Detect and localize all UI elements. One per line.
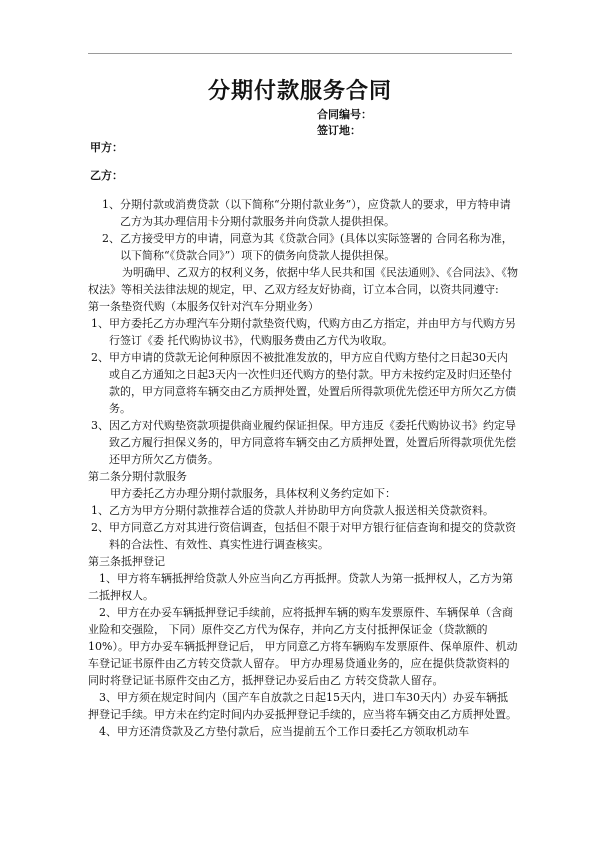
article-2-lead: 甲方委托乙方办理分期付款服务，具体权利义务约定如下： — [110, 487, 396, 500]
article-3-paragraph: 2、甲方在办妥车辆抵押登记手续前，应将抵押车辆的购车发票原件、车辆保单（含商业险和交强险， 下同）原件交乙方代为保存，并向乙方支付抵押保证金（贷款额的10%）。甲方办妥车辆抵押登记后， 甲方同意乙方将车辆购车发票原件、保单原件、机动车登记证书原件由乙方转交贷款人留存。 甲方办理易贷通业务的，应在提供贷款资料的同时将登记证书原件交由乙方，抵押登记办妥后由乙 方转交贷款人留存。 — [88, 606, 518, 687]
article-1-heading: 第一条垫资代购（本服务仅针对汽车分期业务） — [88, 300, 319, 313]
contract-number-label: 合同编号： — [317, 108, 372, 121]
article-1-item — [88, 315, 518, 349]
article-item-text: 甲方申请的贷款无论何种原因不被批准发放的，甲方应自代购方垫付之日起30天内或自乙方通知之日起3天内一次性归还代购方的垫付款。甲方未按约定及时归还垫付款的，甲方同意将车辆交由乙方质押处置，处置后所得款项优先偿还甲方所欠乙方债务。 — [109, 351, 516, 415]
intro-item-number: 1、 — [102, 198, 120, 211]
intro-item — [88, 230, 518, 264]
header-rule — [88, 53, 512, 54]
article-2-heading: 第二条分期付款服务 — [88, 470, 187, 483]
article-item-number: 3、 — [91, 419, 109, 432]
article-2-item — [88, 502, 518, 519]
article-3-paragraph: 4、甲方还清贷款及乙方垫付款后，应当提前五个工作日委托乙方领取机动车 — [99, 725, 469, 738]
sign-place-label: 签订地： — [317, 124, 361, 137]
article-item-number: 1、 — [91, 317, 109, 330]
article-3-paragraph: 3、甲方须在规定时间内（国产车自放款之日起15天内，进口车30天内）办妥车辆抵押登记手续。甲方未在约定时间内办妥抵押登记手续的，应当将车辆交由乙方质押处置。 — [88, 691, 517, 721]
article-item-text: 甲方同意乙方对其进行资信调查，包括但不限于对甲方银行征信查询和提交的贷款资料的合法性、有效性、真实性进行调查核实。 — [109, 521, 516, 551]
article-2-item — [88, 519, 518, 553]
article-item-number: 1、 — [91, 504, 109, 517]
article-item-text: 甲方委托乙方办理汽车分期付款垫资代购，代购方由乙方指定，并由甲方与代购方另行签订《委 托代购协议书》，代购服务费由乙方代为收取。 — [109, 317, 516, 347]
intro-item-text: 分期付款或消费贷款（以下简称“分期付款业务”），应贷款人的要求，甲方特申请乙方为其办理信用卡分期付款服务并向贷款人提供担保。 — [120, 198, 511, 228]
contract-body — [88, 196, 518, 740]
article-1-item — [88, 349, 518, 417]
preamble: 为明确甲、乙双方的权利义务，依据中华人民共和国《民法通则》、《合同法》、《物权法》等相关法律法规的规定，甲、乙双方经友好协商，订立本合同，以资共同遵守: — [88, 266, 518, 296]
intro-item-number: 2、 — [102, 232, 120, 245]
article-item-number: 2、 — [91, 351, 109, 364]
intro-item — [88, 196, 518, 230]
intro-item-text: 乙方接受甲方的申请，同意为其《贷款合同》(具体以实际签署的 合同名称为准，以下简称“《贷款合同》”）项下的债务向贷款人提供担保。 — [120, 232, 513, 262]
article-1-item — [88, 417, 518, 468]
article-3-heading: 第三条抵押登记 — [88, 555, 165, 568]
article-3-paragraph: 1、甲方将车辆抵押给贷款人外应当向乙方再抵押。贷款人为第一抵押权人，乙方为第二抵押权人。 — [88, 572, 513, 602]
article-item-text: 乙方为甲方分期付款推荐合适的贷款人并协助甲方向贷款人报送相关贷款资料。 — [109, 504, 494, 517]
document-title: 分期付款服务合同 — [207, 78, 392, 104]
party-a-label: 甲方： — [90, 141, 123, 154]
article-item-text: 因乙方对代购垫资款项提供商业履约保证担保。甲方违反《委托代购协议书》约定导致乙方履行担保义务的，甲方同意将车辆交由乙方质押处置，处置后所得款项优先偿还甲方所欠乙方债务。 — [109, 419, 516, 466]
article-item-number: 2、 — [91, 521, 109, 534]
party-b-label: 乙方： — [90, 169, 123, 182]
